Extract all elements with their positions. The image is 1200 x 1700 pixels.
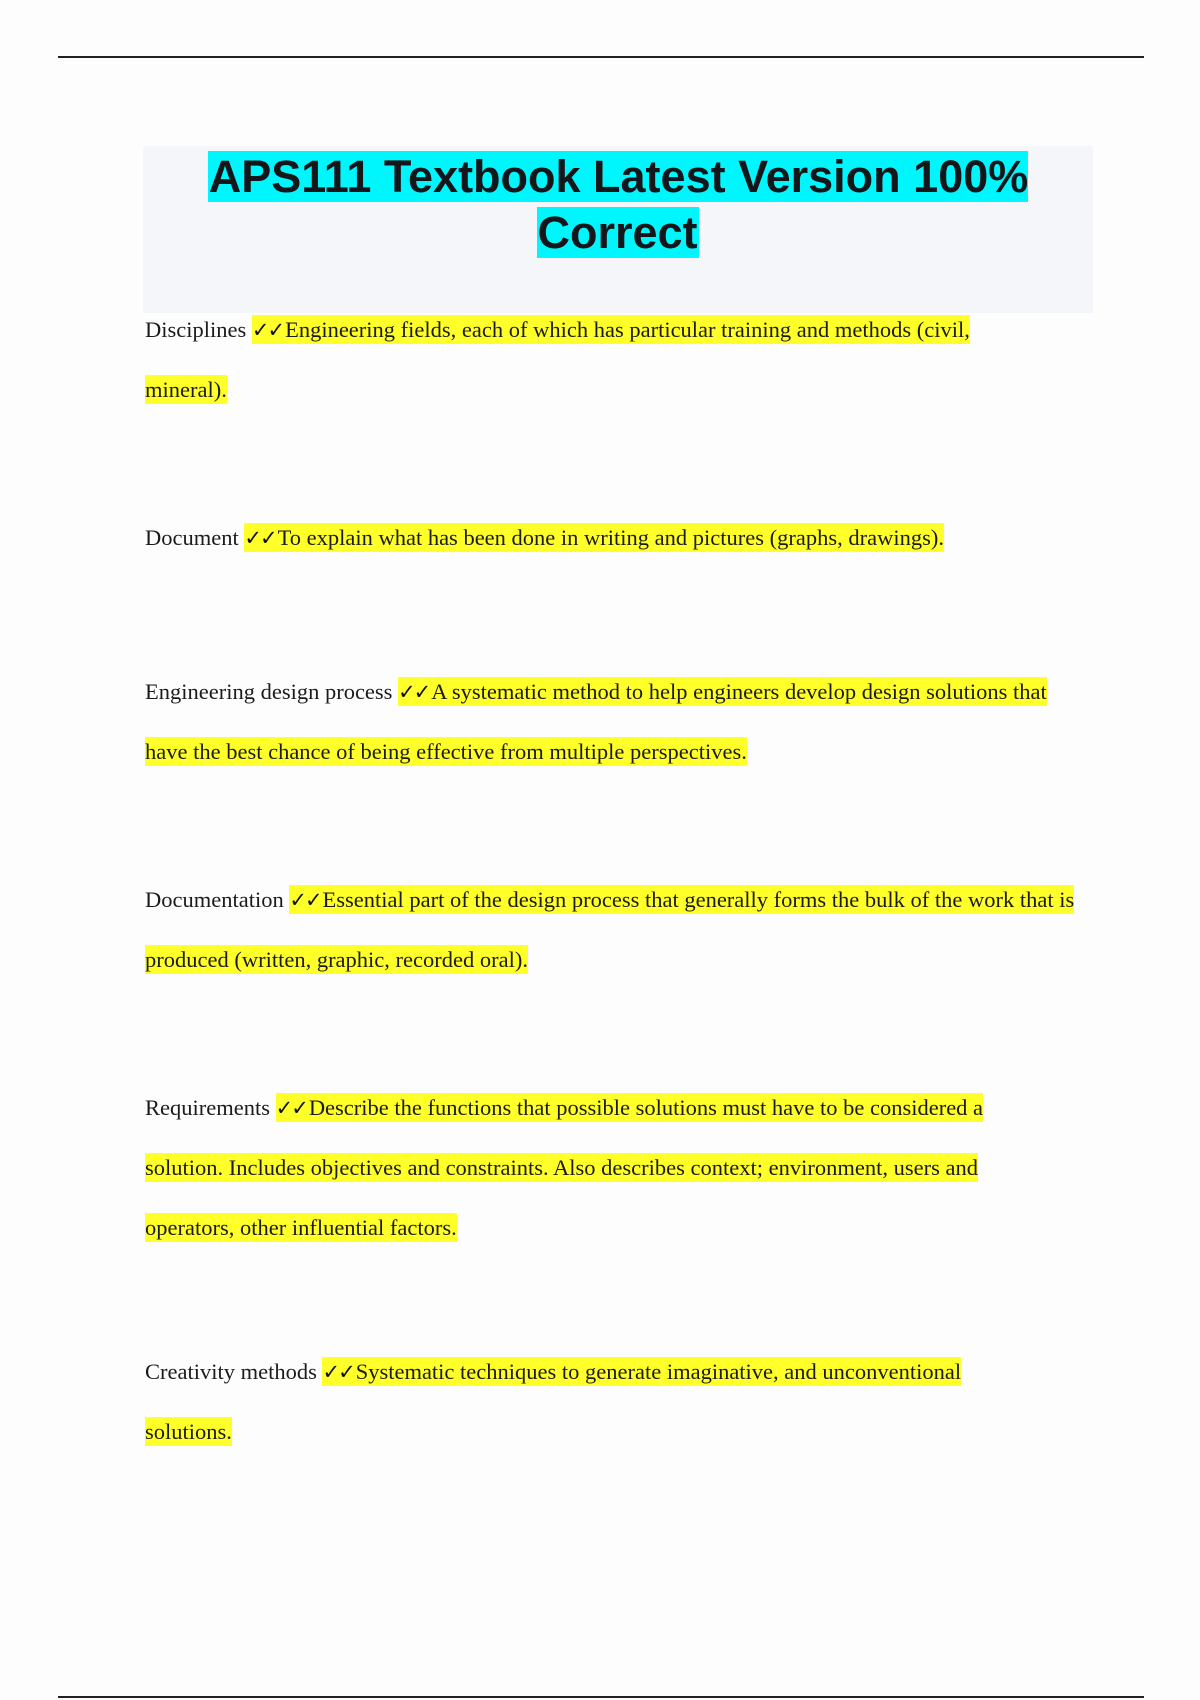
entry-term: Requirements: [145, 1095, 270, 1120]
glossary-entry: [145, 870, 1090, 990]
entry-definition-text: Essential part of the design process that generally forms the bulk of the work that is produced (written, graphic, recorded oral).: [145, 887, 1075, 972]
check-mark-icon: ✓✓: [398, 680, 430, 704]
entry-definition: [145, 885, 1074, 974]
entry-definition: [244, 523, 944, 552]
entry-definition: [145, 315, 970, 404]
entry-definition-text: To explain what has been done in writing and pictures (graphs, drawings).: [277, 525, 944, 550]
entry-term: Creativity methods: [145, 1359, 317, 1384]
entry-definition: [145, 1093, 983, 1242]
title-block: [143, 146, 1093, 313]
bottom-rule: [58, 1696, 1144, 1698]
entry-definition-text: A systematic method to help engineers develop design solutions that have the best chance of being effective from multiple perspectives.: [145, 679, 1047, 764]
glossary-entry: [145, 300, 1045, 420]
entry-term: Engineering design process: [145, 679, 393, 704]
entry-term: Document: [145, 525, 239, 550]
check-mark-icon: ✓✓: [289, 888, 321, 912]
check-mark-icon: ✓✓: [251, 318, 284, 342]
glossary-entry: [145, 662, 1085, 782]
check-mark-icon: ✓✓: [322, 1360, 354, 1384]
check-mark-icon: ✓✓: [275, 1096, 307, 1120]
page-title-text: APS111 Textbook Latest Version 100% Correct: [208, 151, 1029, 258]
check-mark-icon: ✓✓: [244, 526, 276, 550]
top-rule: [58, 56, 1144, 58]
page-title: [143, 146, 1093, 261]
glossary-entry: [145, 1342, 1045, 1462]
glossary-entry: [145, 508, 1045, 568]
glossary-entry: [145, 1078, 1060, 1258]
entry-term: Documentation: [145, 887, 284, 912]
entry-definition-text: Engineering fields, each of which has particular training and methods (civil, mineral).: [145, 317, 970, 402]
entry-definition-text: Systematic techniques to generate imaginative, and unconventional solutions.: [145, 1359, 962, 1444]
entry-term: Disciplines: [145, 317, 247, 342]
entry-definition-text: Describe the functions that possible solutions must have to be considered a solution. Includes objectives and constraints. Also describes context; environment, users and operators, other influential factors.: [145, 1095, 984, 1240]
